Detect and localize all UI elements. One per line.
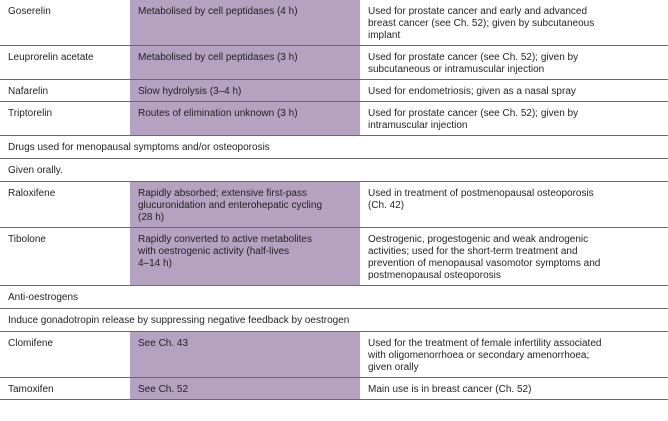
- pharmacokinetics-cell: [130, 46, 360, 80]
- drug-name: Raloxifene: [0, 182, 130, 228]
- pharmacokinetics-line: glucuronidation and enterohepatic cycling: [138, 200, 323, 211]
- pharmacokinetics-line: Rapidly absorbed; extensive first-pass: [138, 188, 307, 199]
- table-row: [0, 332, 668, 378]
- uses-line: given orally: [368, 362, 419, 373]
- uses-cell: [360, 80, 668, 102]
- pharmacokinetics-cell: [130, 182, 360, 228]
- pharmacokinetics-line: Slow hydrolysis (3–4 h): [138, 86, 242, 97]
- uses-line: implant: [368, 30, 401, 41]
- drug-name: Tamoxifen: [0, 378, 130, 400]
- section-heading-row: [0, 136, 668, 159]
- drug-name: Clomifene: [0, 332, 130, 378]
- pharmacokinetics-cell: [130, 378, 360, 400]
- section-heading: Drugs used for menopausal symptoms and/or osteoporosis: [0, 136, 668, 159]
- table-row: [0, 182, 668, 228]
- drug-name: Tibolone: [0, 228, 130, 286]
- uses-line: Used in treatment of postmenopausal osteoporosis: [368, 188, 594, 199]
- uses-line: Used for endometriosis; given as a nasal spray: [368, 86, 576, 97]
- section-heading: Induce gonadotropin release by suppressing negative feedback by oestrogen: [0, 309, 668, 332]
- pharmacokinetics-line: Routes of elimination unknown (3 h): [138, 108, 298, 119]
- pharmacokinetics-line: 4–14 h): [138, 258, 172, 269]
- uses-line: (Ch. 42): [368, 200, 405, 211]
- uses-line: postmenopausal osteoporosis: [368, 270, 501, 281]
- drug-name: Goserelin: [0, 0, 130, 46]
- table-row: [0, 228, 668, 286]
- pharmacokinetics-line: See Ch. 52: [138, 384, 189, 395]
- pharmacokinetics-line: with oestrogenic activity (half-lives: [138, 246, 290, 257]
- drug-name: Leuprorelin acetate: [0, 46, 130, 80]
- uses-cell: [360, 46, 668, 80]
- pharmacokinetics-line: Rapidly converted to active metabolites: [138, 234, 312, 245]
- uses-cell: [360, 0, 668, 46]
- uses-line: with oligomenorrhoea or secondary amenorrhoea;: [368, 350, 590, 361]
- uses-cell: [360, 182, 668, 228]
- section-heading: Anti-oestrogens: [0, 286, 668, 309]
- pharmacokinetics-line: Metabolised by cell peptidases (3 h): [138, 52, 298, 63]
- section-heading: Given orally.: [0, 159, 668, 182]
- pharmacokinetics-cell: [130, 80, 360, 102]
- section-heading-row: [0, 309, 668, 332]
- uses-line: Oestrogenic, progestogenic and weak androgenic: [368, 234, 589, 245]
- uses-cell: [360, 228, 668, 286]
- uses-line: Used for prostate cancer (see Ch. 52); given by: [368, 108, 579, 119]
- uses-cell: [360, 378, 668, 400]
- table-row: [0, 0, 668, 46]
- table-row: [0, 378, 668, 400]
- uses-cell: [360, 332, 668, 378]
- drug-name: Nafarelin: [0, 80, 130, 102]
- uses-line: Used for the treatment of female infertility associated: [368, 338, 602, 349]
- uses-line: Main use is in breast cancer (Ch. 52): [368, 384, 532, 395]
- pharmacokinetics-line: (28 h): [138, 212, 165, 223]
- uses-line: intramuscular injection: [368, 120, 468, 131]
- table-row: [0, 102, 668, 136]
- pharmacokinetics-cell: [130, 0, 360, 46]
- section-heading-row: [0, 286, 668, 309]
- table-row: [0, 80, 668, 102]
- uses-line: breast cancer (see Ch. 52); given by subcutaneous: [368, 18, 595, 29]
- section-heading-row: [0, 159, 668, 182]
- pharmacokinetics-cell: [130, 228, 360, 286]
- pharmacokinetics-cell: [130, 102, 360, 136]
- table-row: [0, 46, 668, 80]
- uses-line: Used for prostate cancer and early and advanced: [368, 6, 588, 17]
- pharmacokinetics-cell: [130, 332, 360, 378]
- uses-cell: [360, 102, 668, 136]
- uses-line: prevention of menopausal vasomotor symptoms and: [368, 258, 601, 269]
- uses-line: subcutaneous or intramuscular injection: [368, 64, 545, 75]
- pharmacokinetics-line: See Ch. 43: [138, 338, 189, 349]
- drug-name: Triptorelin: [0, 102, 130, 136]
- pharmacokinetics-line: Metabolised by cell peptidases (4 h): [138, 6, 298, 17]
- uses-line: Used for prostate cancer (see Ch. 52); given by: [368, 52, 579, 63]
- uses-line: activities; used for the short-term treatment and: [368, 246, 578, 257]
